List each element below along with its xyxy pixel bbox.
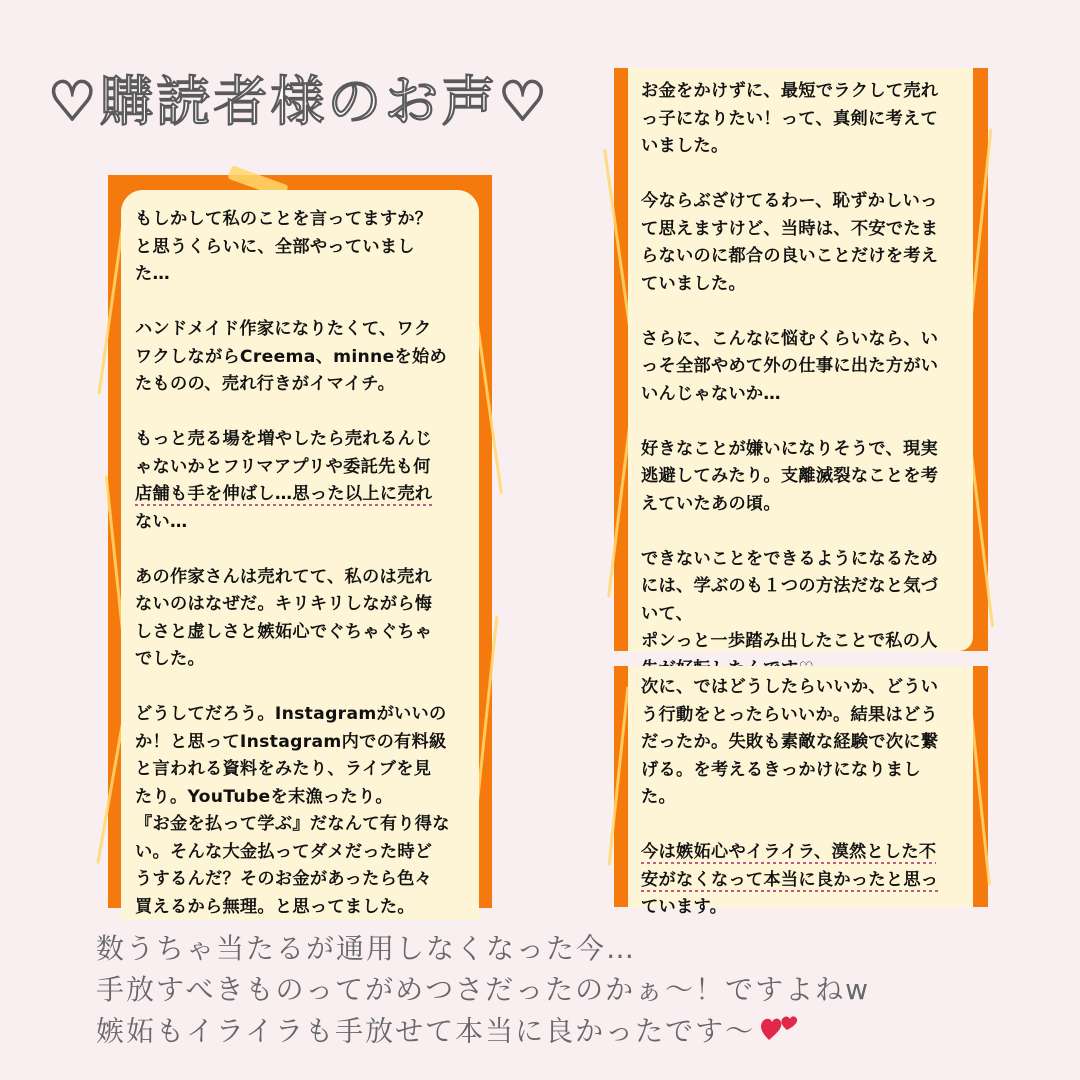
text-line: だったか。失敗も素敵な経験で次に繋 bbox=[641, 732, 939, 752]
text-line: うするんだ？そのお金があったら色々 bbox=[135, 869, 433, 889]
text-line: げる。を考えるきっかけになりまし bbox=[641, 759, 921, 780]
text-line: 『お金を払って学ぶ』だなんて有り得な bbox=[135, 814, 450, 834]
text-line: もしかして私のことを言ってますか？ bbox=[135, 209, 433, 229]
text-line: 次に、ではどうしたらいいか、どうい bbox=[641, 677, 939, 697]
text-line: っ子になりたい！って、真剣に考えて bbox=[641, 108, 938, 129]
text-line: っそ全部やめて外の仕事に出た方がい bbox=[641, 356, 939, 376]
text-line: お金をかけずに、最短でラクして売れ bbox=[641, 81, 939, 101]
text-line: い。そんな大金払ってダメだった時ど bbox=[135, 841, 433, 862]
text-line: ポンっと一歩踏み出したことで私の人 bbox=[641, 631, 938, 651]
text-line: ハンドメイド作家になりたくて、ワク bbox=[135, 319, 432, 339]
text-line: できないことをできるようになるため bbox=[641, 548, 939, 569]
chat-bubble bbox=[628, 68, 973, 651]
text-line: 好きなことが嫌いになりそうで、現実 bbox=[641, 438, 938, 459]
chat-bubble bbox=[628, 666, 973, 917]
text-line: しさと虚しさと嫉妬心でぐちゃぐちゃ bbox=[135, 621, 433, 642]
text-line: た… bbox=[135, 264, 170, 284]
text-line: ワクしながらCreema、minneを始め bbox=[135, 346, 448, 367]
text-line: らないのに都合の良いことだけを考え bbox=[641, 246, 939, 266]
text-line-highlighted bbox=[135, 481, 479, 509]
text-line: て思えますけど、当時は、不安でたま bbox=[641, 218, 939, 239]
two-hearts-icon bbox=[759, 1010, 799, 1055]
caption-line: 数うちゃ当たるが通用しなくなった今… bbox=[96, 932, 637, 965]
text-line: 逃避してみたり。支離滅裂なことを考 bbox=[641, 466, 939, 486]
text-line: いて、 bbox=[641, 603, 694, 624]
text-line: ています。 bbox=[641, 897, 728, 917]
text-line: 買えるから無理。と思ってました。 bbox=[135, 896, 415, 917]
text-line: いんじゃないか… bbox=[641, 383, 781, 404]
caption-line: 手放すべきものってがめつさだったのかぁ〜！ですよねw bbox=[96, 973, 871, 1006]
text-line: さらに、こんなに悩むくらいなら、い bbox=[641, 328, 939, 349]
text-line: た。 bbox=[641, 787, 676, 807]
underlined-text: 安がなくなって本当に良かったと思っ bbox=[641, 869, 939, 890]
text-line: どうしてだろう。Instagramがいいの bbox=[135, 704, 447, 724]
text-line: たり。YouTubeを末漁ったり。 bbox=[135, 786, 393, 807]
text-line-highlighted bbox=[641, 867, 973, 895]
chat-bubble bbox=[121, 190, 479, 920]
text-line: 今ならぶざけてるわー、恥ずかしいっ bbox=[641, 191, 938, 211]
testimonial-card-right-top bbox=[614, 68, 988, 651]
text-line: ゃないかとフリマアプリや委託先も何 bbox=[135, 456, 431, 477]
underlined-text: 店舗も手を伸ばし…思った以上に売れ bbox=[135, 484, 433, 504]
text-line: でした。 bbox=[135, 649, 205, 669]
page-title: ♡購読者様のお声♡ bbox=[48, 70, 550, 133]
text-line: もっと売る場を増やしたら売れるんじ bbox=[135, 429, 433, 449]
testimonial-card-right-bottom bbox=[614, 666, 988, 917]
text-line: えていたあの頃。 bbox=[641, 493, 781, 514]
text-line: あの作家さんは売れてて、私のは売れ bbox=[135, 566, 432, 587]
bottom-caption bbox=[96, 928, 996, 1055]
underlined-text: 今は嫉妬心やイライラ、漠然とした不 bbox=[641, 842, 937, 862]
text-line: う行動をとったらいいか。結果はどう bbox=[641, 704, 938, 725]
text-line: ていました。 bbox=[641, 273, 746, 294]
caption-text: 嫉妬もイライラも手放せて本当に良かったです〜 bbox=[96, 1014, 756, 1048]
text-line: ない… bbox=[135, 511, 188, 532]
text-line-highlighted bbox=[641, 839, 973, 867]
text-line: たものの、売れ行きがイマイチ。 bbox=[135, 374, 396, 394]
text-line: には、学ぶのも１つの方法だなと気づ bbox=[641, 576, 939, 596]
text-line: か！と思ってInstagram内での有料級 bbox=[135, 731, 447, 752]
text-line: ないのはなぜだ。キリキリしながら悔 bbox=[135, 594, 433, 614]
text-line: と言われる資料をみたり、ライブを見 bbox=[135, 759, 432, 779]
text-line: いました。 bbox=[641, 136, 729, 156]
text-line: と思うくらいに、全部やっていまし bbox=[135, 236, 415, 257]
caption-line-with-hearts bbox=[96, 1010, 996, 1055]
testimonial-card-left bbox=[108, 175, 492, 917]
